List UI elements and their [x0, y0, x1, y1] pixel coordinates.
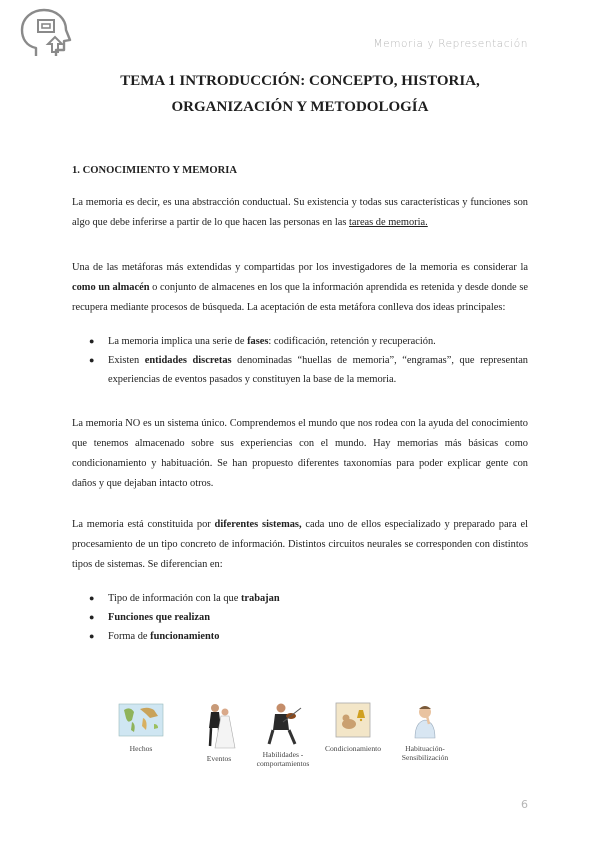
list-item-text: La memoria implica una serie de	[108, 336, 248, 347]
list-item-bold: trabajan	[240, 593, 280, 604]
dog-bell-icon	[333, 700, 373, 740]
running-header: Memoria y Representación	[373, 38, 528, 50]
paragraph-2-part-a: Una de las metáforas más extendidas y compartidas por los investigadores de la memoria es considerar la	[72, 262, 528, 273]
figure-label: Habilidades - comportamientos	[256, 750, 310, 768]
title-line-1: TEMA 1 INTRODUCCIÓN: CONCEPTO, HISTORIA,	[120, 73, 480, 89]
bullet-icon: ●	[89, 631, 95, 641]
list-item-text: Existen	[108, 355, 145, 366]
figure-item-hechos	[106, 700, 176, 753]
paragraph-4-part-c: cada uno de ellos especializado y preparado para el procesamiento de un tipo concreto de información. Distintos circuitos neurales se corresponden con distintos tipos de sistemas. Se diferencian en:	[72, 519, 528, 570]
paragraph-1-text: La memoria es decir, es una abstracción conductual. Su existencia y todas sus características y funciones son algo que debe inferirse a partir de lo que hacen las personas en las	[72, 197, 528, 228]
list-item	[72, 608, 528, 627]
tareas-de-memoria-link[interactable]: tareas de memoria.	[348, 217, 428, 228]
bullet-icon: ●	[89, 336, 95, 346]
wedding-couple-icon	[199, 700, 239, 750]
paragraph-4	[72, 515, 528, 575]
paragraph-4-part-a: La memoria está constituida por	[72, 519, 215, 530]
bullet-list-2	[72, 589, 528, 646]
list-item-text: Tipo de información con la que	[108, 593, 241, 604]
person-thinking-icon	[405, 700, 445, 740]
page-number: 6	[521, 798, 528, 811]
figure-item-habilidades	[248, 700, 318, 768]
list-item-text: denominadas “huellas de memoria”, “engramas”, que representan experiencias de eventos pasados y constituyen la base de la memoria.	[108, 355, 528, 385]
list-item-bold: fases	[247, 336, 269, 347]
world-map-icon	[118, 700, 164, 740]
list-item	[72, 351, 528, 389]
bullet-icon: ●	[89, 593, 95, 603]
section-heading: 1. CONOCIMIENTO Y MEMORIA	[72, 165, 237, 176]
title-line-2: ORGANIZACIÓN Y METODOLOGÍA	[171, 99, 429, 115]
paragraph-1	[72, 193, 528, 233]
figure-label: Habituación-Sensibilización	[401, 744, 449, 762]
body-content	[72, 165, 528, 646]
list-item	[72, 332, 528, 351]
paragraph-2	[72, 258, 528, 318]
violinist-icon	[263, 700, 303, 746]
bullet-icon: ●	[89, 612, 95, 622]
paragraph-2-bold: como un almacén	[72, 282, 150, 293]
list-item	[72, 589, 528, 608]
paragraph-3: La memoria NO es un sistema único. Comprendemos el mundo que nos rodea con la ayuda del conocimiento que tenemos almacenado sobre sus experiencias con el mundo. Hay memorias más básicas como condicionamiento y habituación. Se han propuesto diferentes taxonomías para poder explicar gente con daños y que dejaban intacto otros.	[72, 418, 528, 489]
bullet-icon: ●	[89, 355, 95, 365]
figure-label: Eventos	[206, 754, 232, 763]
list-item-bold: entidades discretas	[144, 355, 232, 366]
figure-item-eventos	[184, 700, 254, 763]
list-item-text: : codificación, retención y recuperación.	[268, 336, 436, 347]
figure-item-condicionamiento	[318, 700, 388, 753]
paragraph-4-bold: diferentes sistemas,	[214, 519, 302, 530]
bullet-list-1	[72, 332, 528, 389]
paragraph-2-part-c: o conjunto de almacenes en los que la información aprendida es retenida y desde donde se recupera mediante procesos de búsqueda. La aceptación de esta metáfora conlleva dos ideas principales:	[72, 282, 528, 313]
list-item-bold: Funciones que realizan	[108, 612, 210, 623]
figure-item-habituacion	[390, 700, 460, 762]
memory-types-figure	[120, 700, 460, 772]
list-item	[72, 627, 528, 646]
figure-label: Condicionamiento	[324, 744, 382, 753]
list-item-bold: funcionamiento	[150, 631, 220, 642]
figure-label: Hechos	[129, 744, 153, 753]
head-logo-icon	[14, 6, 74, 62]
list-item-text: Forma de	[108, 631, 151, 642]
page-title	[72, 68, 528, 120]
